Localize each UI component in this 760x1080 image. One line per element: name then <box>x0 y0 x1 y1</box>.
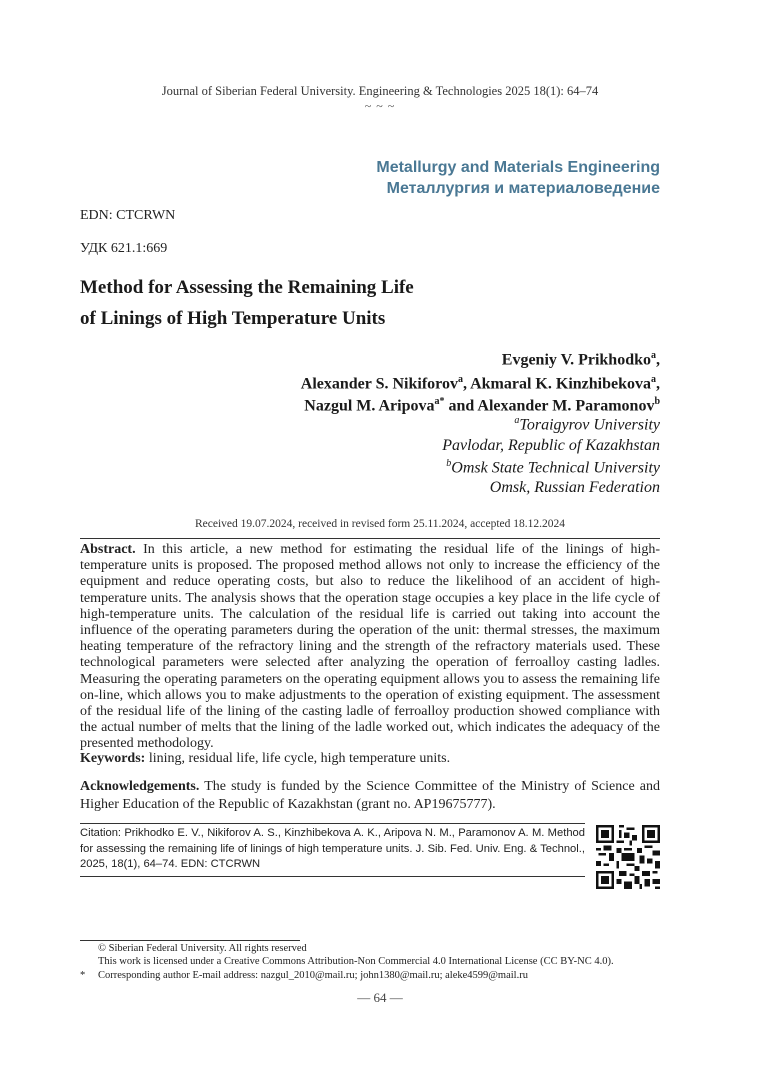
received-dates: Received 19.07.2024, received in revised form 25.11.2024, accepted 18.12.2024 <box>194 518 566 530</box>
header-ornament: ~ ~ ~ <box>364 99 396 113</box>
qr-code-icon[interactable] <box>596 825 660 889</box>
keywords-label: Keywords: <box>80 751 146 766</box>
citation-top-divider <box>80 823 585 824</box>
affiliation-b-line-2: Omsk, Russian Federation <box>489 479 660 496</box>
author-sup: a <box>457 374 463 385</box>
citation: Citation: Prikhodko E. V., Nikiforov A. S., Kinzhibekova A. K., Aripova N. M., Paramonov A. M. Method for assessing the remaining life of linings of high temperature units. J. Sib. Fed. Univ. Eng. & Technol., 2025, 18(1), 64–74. EDN: CTCRWN <box>80 827 585 870</box>
footnote-marker: * <box>80 970 86 981</box>
acknowledgements-label: Acknowledgements. <box>80 779 200 794</box>
affiliation-a-line-2: Pavlodar, Republic of Kazakhstan <box>442 437 660 454</box>
section-title-ru: Металлургия и материаловедение <box>386 180 660 197</box>
udk-code: УДК 621.1:669 <box>80 241 168 256</box>
affiliation-sup: b <box>446 458 452 469</box>
abstract-text: In this article, a new method for estimating the residual life of the linings of high-temperature units is proposed. The proposed method allows not only to increase the efficiency of the equipment and reduce operating costs, but also to reduce the likelihood of an accident of high-temperature units. The analysis shows that the operation stage occupies a key place in the life cycle of high-temperature units. The calculation of the residual life is carried out taking into account the influence of the operating parameters during the operation of the unit: thermal stresses, the maximum heating temperature of the refractory lining and the strength of the refractory materials used. These technological parameters were selected after analyzing the operation of ferroalloy casting ladles. Measuring the operating parameters on the operating equipment allows you to assess the remaining life on-line, which allows you to make adjustments to the operation of existing equipment. The assessment of the residual life of the lining of the casting ladle of ferroalloy production showed compliance with the actual number of melts that the lining of the ladle worked out, which indicates the adequacy of the presented methodology. <box>80 542 660 752</box>
author-sep: , <box>462 375 467 393</box>
author-line-2 <box>301 374 660 393</box>
affiliation-text: Toraigyrov University <box>519 416 660 434</box>
author-name: Alexander M. Paramonov <box>477 397 655 415</box>
section-title-en: Metallurgy and Materials Engineering <box>376 159 660 176</box>
article-title-line-1: Method for Assessing the Remaining Life <box>80 277 414 298</box>
article-title-line-2: of Linings of High Temperature Units <box>80 308 386 329</box>
acknowledgements-text: The study is funded by the Science Committee of the Ministry of Science and Higher Education of the Republic of Kazakhstan (grant no. AP19675777). <box>80 779 660 812</box>
edn-code: EDN: CTCRWN <box>80 208 176 223</box>
abstract <box>80 542 660 753</box>
footnote-copyright: © Siberian Federal University. All rights reserved <box>98 943 307 954</box>
author-sep: , <box>656 351 660 369</box>
author-conjunction: and <box>444 397 478 415</box>
author-name: Nazgul M. Aripova <box>304 397 435 415</box>
affiliation-sup: a <box>514 415 520 426</box>
author-sup: a <box>651 350 656 361</box>
keywords-text: lining, residual life, life cycle, high temperature units. <box>145 751 451 766</box>
footnote-license: This work is licensed under a Creative Commons Attribution-Non Commercial 4.0 International License (CC BY-NC 4.0). <box>98 956 614 967</box>
author-line-1 <box>502 350 660 369</box>
footnote-divider <box>80 940 300 941</box>
affiliation-a-line-1 <box>514 415 660 434</box>
abstract-label: Abstract. <box>80 542 136 557</box>
author-sup: a* <box>434 396 445 407</box>
author-sup: a <box>651 374 656 385</box>
author-sup: b <box>654 396 660 407</box>
author-line-3 <box>304 396 660 415</box>
acknowledgements <box>80 778 660 814</box>
affiliation-b-line-1 <box>446 458 660 477</box>
keywords <box>80 751 660 767</box>
journal-header: Journal of Siberian Federal University. Engineering & Technologies 2025 18(1): 64–74 <box>161 84 599 98</box>
footnote-corresponding-author: Corresponding author E-mail address: nazgul_2010@mail.ru; john1380@mail.ru; aleke4599@mail.ru <box>98 970 528 981</box>
author-sep: , <box>656 375 660 393</box>
citation-bottom-divider <box>80 876 585 877</box>
author-name: Akmaral K. Kinzhibekova <box>470 375 651 393</box>
affiliation-text: Omsk State Technical University <box>451 459 660 477</box>
author-name: Alexander S. Nikiforov <box>300 375 458 393</box>
page-number: — 64 — <box>357 990 403 1005</box>
author-name: Evgeniy V. Prikhodko <box>501 351 651 369</box>
divider <box>80 538 660 539</box>
